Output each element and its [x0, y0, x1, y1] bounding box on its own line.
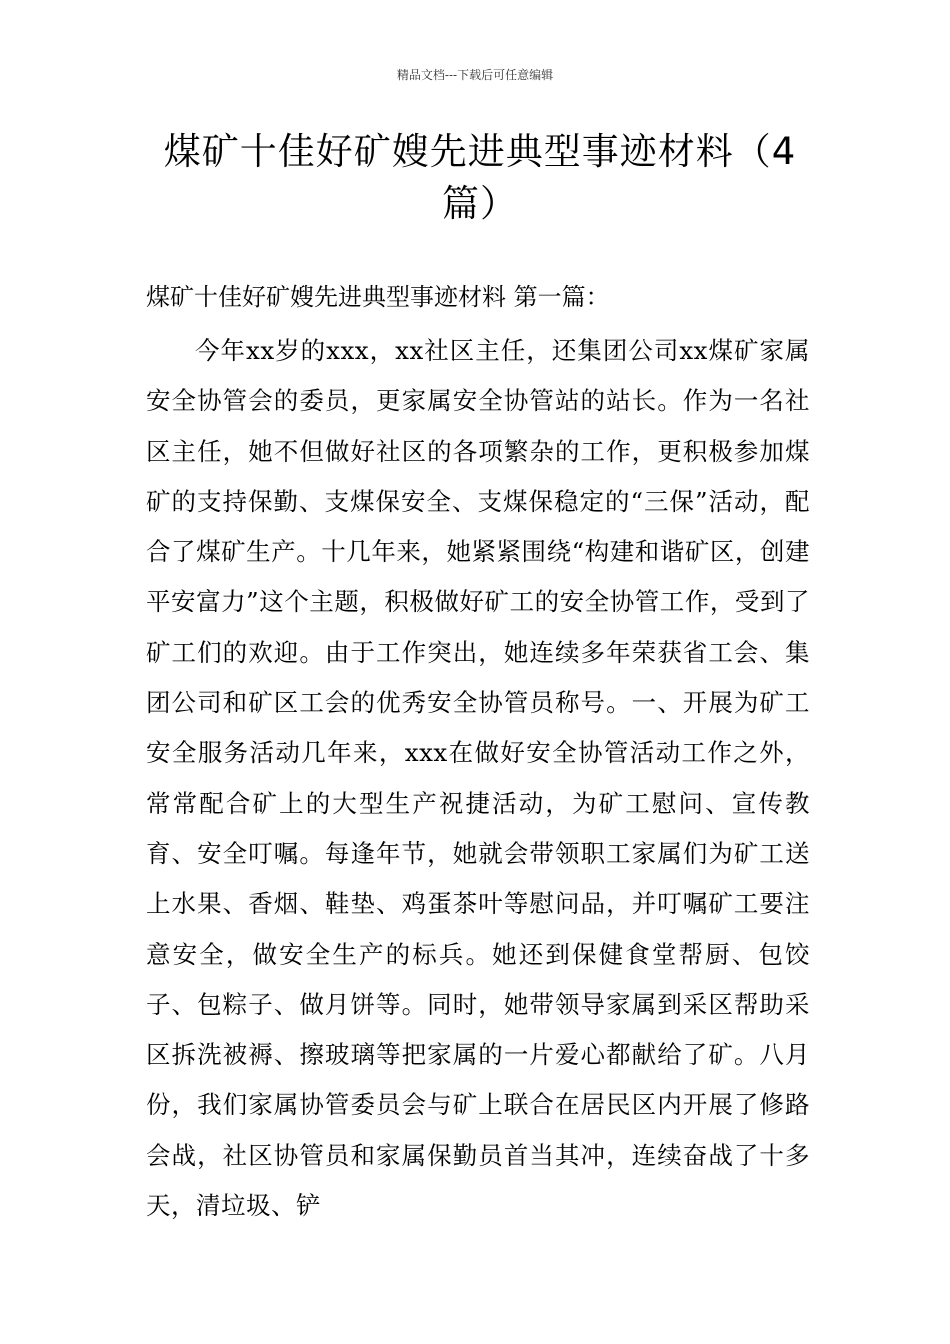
body-paragraph: 今年xx岁的xxx，xx社区主任，还集团公司xx煤矿家属安全协管会的委员，更家属安全协管站的站长。作为一名社区主任，她不但做好社区的各项繁杂的工作，更积极参加煤矿的支持保勤、支煤保安全、支煤保稳定的“三保”活动，配合了煤矿生产。十几年来，她紧紧围绕“构建和谐矿区，创建平安富力”这个主题，积极做好矿工的安全协管工作，受到了矿工们的欢迎。由于工作突出，她连续多年荣获省工会、集团公司和矿区工会的优秀安全协管员称号。一、开展为矿工安全服务活动几年来，xxx在做好安全协管活动工作之外，常常配合矿上的大型生产祝捷活动，为矿工慰问、宣传教育、安全叮嘱。每逢年节，她就会带领职工家属们为矿工送上水果、香烟、鞋垫、鸡蛋茶叶等慰问品，并叮嘱矿工要注意安全，做安全生产的标兵。她还到保健食堂帮厨、包饺子、包粽子、做月饼等。同时，她带领导家属到采区帮助采区拆洗被褥、擦玻璃等把家属的一片爱心都献给了矿。八月份，我们家属协管委员会与矿上联合在居民区内开展了修路会战，社区协管员和家属保勤员首当其冲，连续奋战了十多天，清垃圾、铲	[146, 336, 810, 1221]
document-title: 煤矿十佳好矿嫂先进典型事迹材料（4篇）	[163, 130, 797, 225]
page-header: 精品文档---下载后可任意编辑	[396, 68, 554, 82]
section-heading: 煤矿十佳好矿嫂先进典型事迹材料 第一篇：	[146, 283, 610, 311]
